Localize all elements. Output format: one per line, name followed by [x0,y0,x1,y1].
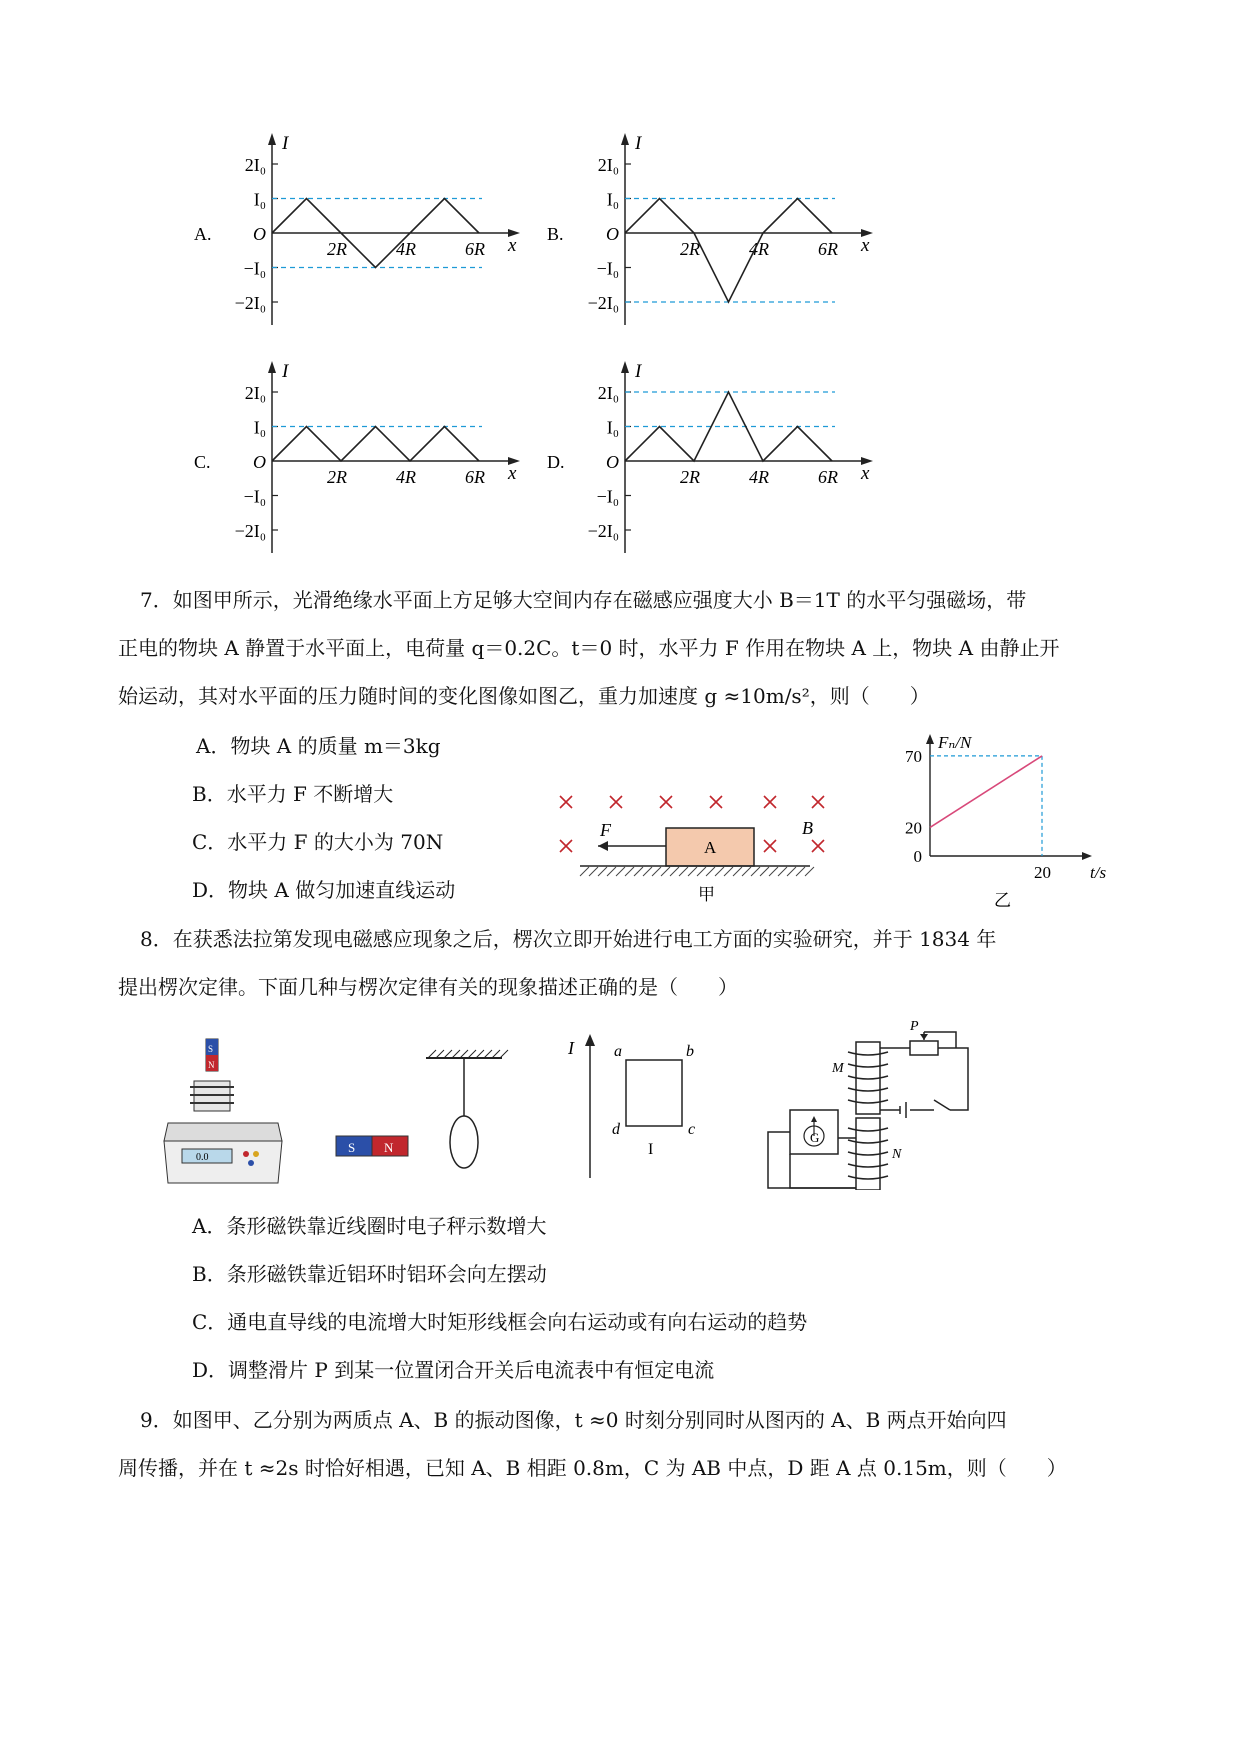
hatch-line [661,867,670,876]
hatch-line [598,867,607,876]
x-tick-label: 4R [749,239,769,259]
yi-x-arrow [1082,852,1092,860]
force-label: F [600,820,611,840]
q7-option-c: C．水平力 F 的大小为 70N [192,830,444,854]
ceiling-hatch [500,1050,508,1058]
q8-circuit-figure [760,1010,980,1190]
q7-option-a: A．物块 A 的质量 m＝3kg [196,734,441,758]
y-tick-label: −2I₀ [587,521,619,541]
option-letter: C. [194,452,211,472]
x-axis-label: x [861,235,870,256]
frame-label: I [648,1141,654,1158]
hatch-line [688,867,697,876]
option-letter: D. [547,452,565,472]
q8-option-a: A．条形磁铁靠近线圈时电子秤示数增大 [192,1214,547,1238]
x-tick-label: 6R [818,467,838,487]
y-tick-label: −2I₀ [234,293,266,313]
hatch-line [760,867,769,876]
hatch-line [652,867,661,876]
x-tick-label: 2R [327,239,347,259]
x-tick-label: 6R [818,239,838,259]
corner-d: d [612,1121,620,1138]
hatch-line [697,867,706,876]
hatch-line [625,867,634,876]
q7-stem-line-3: 始运动，其对水平面的压力随时间的变化图像如图乙，重力加速度 g ≈10m/s²，则（ ） [118,684,930,708]
y-axis-label: I [635,361,642,382]
field-label: B [802,818,813,838]
caption-jia: 甲 [698,885,715,904]
x-tick-label: 2R [327,467,347,487]
q7-figure-yi [880,730,1120,910]
ceiling-hatch [428,1050,436,1058]
hatch-line [643,867,652,876]
y-axis-arrow [268,361,276,373]
q6-graph-1 [547,133,873,325]
hatch-line [742,867,751,876]
y-tick-label: I₀ [606,189,619,210]
x-tick-label: 2R [680,239,700,259]
hatch-line [733,867,742,876]
ground-hatch [580,867,814,876]
hatch-line [778,867,787,876]
magnet-s-label: S [208,1044,214,1054]
q9-stem-line-2: 周传播，并在 t ≈2s 时恰好相遇，已知 A、B 相距 0.8m，C 为 AB 中点，D 距 A 点 0.15m，则（ ） [118,1456,1067,1480]
magnet-h-n-label: N [384,1140,394,1155]
yi-y-tick: 0 [913,847,922,866]
q6-graph-svg [0,0,1241,560]
x-axis-label: x [861,463,870,484]
yi-caption: 乙 [994,891,1011,910]
hatch-line [706,867,715,876]
coil [190,1081,234,1111]
q8-option-d: D．调整滑片 P 到某一位置闭合开关后电流表中有恒定电流 [192,1358,715,1382]
y-tick-label: −I₀ [243,486,266,507]
ceiling-hatch [492,1050,500,1058]
series-line [625,199,832,303]
q8-option-c: C．通电直导线的电流增大时矩形线框会向右运动或有向右运动的趋势 [192,1310,808,1334]
yi-x-tick: 20 [1034,863,1051,882]
hatch-line [715,867,724,876]
block-label: A [704,838,717,857]
hatch-line [805,867,814,876]
y-tick-label: −2I₀ [234,521,266,541]
corner-a: a [614,1043,622,1060]
y-tick-label: 2I₀ [244,155,266,175]
rect-frame [626,1060,682,1126]
q9-stem-line-1: 9．如图甲、乙分别为两质点 A、B 的振动图像，t ≈0 时刻分别同时从图丙的 A、B 两点开始向四 [140,1408,1007,1432]
corner-b: b [686,1043,694,1060]
y-axis-label: I [282,133,289,154]
corner-c: c [688,1121,696,1138]
y-tick-label: I₀ [253,189,266,210]
hatch-line [787,867,796,876]
y-axis-arrow [621,361,629,373]
q7-figure-jia [540,780,840,910]
ceiling-hatch [452,1050,460,1058]
y-tick-label: I₀ [606,417,619,438]
q8-option-b: B．条形磁铁靠近铝环时铝环会向左摆动 [192,1262,547,1286]
q8-scale-figure [160,1035,290,1185]
x-tick-label: 4R [749,467,769,487]
q7-option-d: D．物块 A 做匀加速直线运动 [192,878,456,902]
hatch-line [679,867,688,876]
yi-y-tick: 70 [905,746,922,766]
galvanometer-label: G [810,1130,820,1145]
y-axis-label: I [282,361,289,382]
ceiling-hatch [436,1050,444,1058]
q8-frame-figure [560,1030,720,1180]
wire-current-label: I [568,1038,574,1058]
x-axis-label: x [508,463,517,484]
q6-graphs [0,0,1241,560]
x-axis-label: x [508,235,517,256]
y-tick-label: 2I₀ [244,383,266,403]
y-axis-arrow [621,133,629,145]
yi-y-tick: 20 [905,818,922,838]
q7-option-b: B．水平力 F 不断增大 [192,782,394,806]
option-letter: B. [547,224,564,244]
ceiling-hatch [444,1050,452,1058]
y-tick-label: −I₀ [243,258,266,279]
yi-y-label: Fₙ/N [938,733,972,752]
magnet-h-s-label: S [348,1140,356,1155]
yi-series-line [930,756,1042,828]
yi-x-label: t/s [1090,863,1107,882]
y-tick-label: O [606,224,619,244]
yi-y-arrow [926,734,934,744]
y-tick-label: O [253,452,266,472]
y-tick-label: −I₀ [596,258,619,279]
q6-graph-2 [194,361,520,553]
coil-m-label: M [832,1061,844,1076]
x-tick-label: 4R [396,239,416,259]
hatch-line [607,867,616,876]
q6-graph-0 [194,133,520,325]
aluminium-ring [450,1116,478,1168]
slider-p-label: P [910,1019,919,1034]
scale-reading: 0.0 [196,1152,209,1163]
q8-stem-line-2: 提出楞次定律。下面几种与楞次定律有关的现象描述正确的是（ ） [118,975,738,999]
y-tick-label: I₀ [253,417,266,438]
x-tick-label: 4R [396,467,416,487]
hatch-line [616,867,625,876]
y-tick-label: O [606,452,619,472]
y-tick-label: −2I₀ [587,293,619,313]
x-tick-label: 2R [680,467,700,487]
hatch-line [751,867,760,876]
ceiling-hatch [468,1050,476,1058]
option-letter: A. [194,224,212,244]
q8-ring-figure [330,1040,520,1180]
y-tick-label: 2I₀ [597,383,619,403]
hatch-line [796,867,805,876]
x-tick-label: 6R [465,467,485,487]
y-tick-label: 2I₀ [597,155,619,175]
ceiling-hatch [460,1050,468,1058]
y-tick-label: O [253,224,266,244]
q7-stem-line-1: 7．如图甲所示，光滑绝缘水平面上方足够大空间内存在磁感应强度大小 B＝1T 的水平匀强磁场，带 [140,588,1027,612]
y-axis-label: I [635,133,642,154]
hatch-line [580,867,589,876]
ceiling-hatch [476,1050,484,1058]
q7-stem-line-2: 正电的物块 A 静置于水平面上，电荷量 q＝0.2C。t＝0 时，水平力 F 作用在物块 A 上，物块 A 由静止开 [118,636,1060,660]
magnet-n-label: N [208,1060,215,1070]
x-tick-label: 6R [465,239,485,259]
ceiling-hatch [484,1050,492,1058]
hatch-line [769,867,778,876]
q6-graph-3 [547,361,873,553]
hatch-line [589,867,598,876]
hatch-line [634,867,643,876]
y-tick-label: −I₀ [596,486,619,507]
hatch-line [670,867,679,876]
y-axis-arrow [268,133,276,145]
series-line [272,427,479,462]
q8-stem-line-1: 8．在获悉法拉第发现电磁感应现象之后，楞次立即开始进行电工方面的实验研究，并于 1834 年 [140,927,997,951]
hatch-line [724,867,733,876]
coil-n-label: N [892,1147,902,1162]
